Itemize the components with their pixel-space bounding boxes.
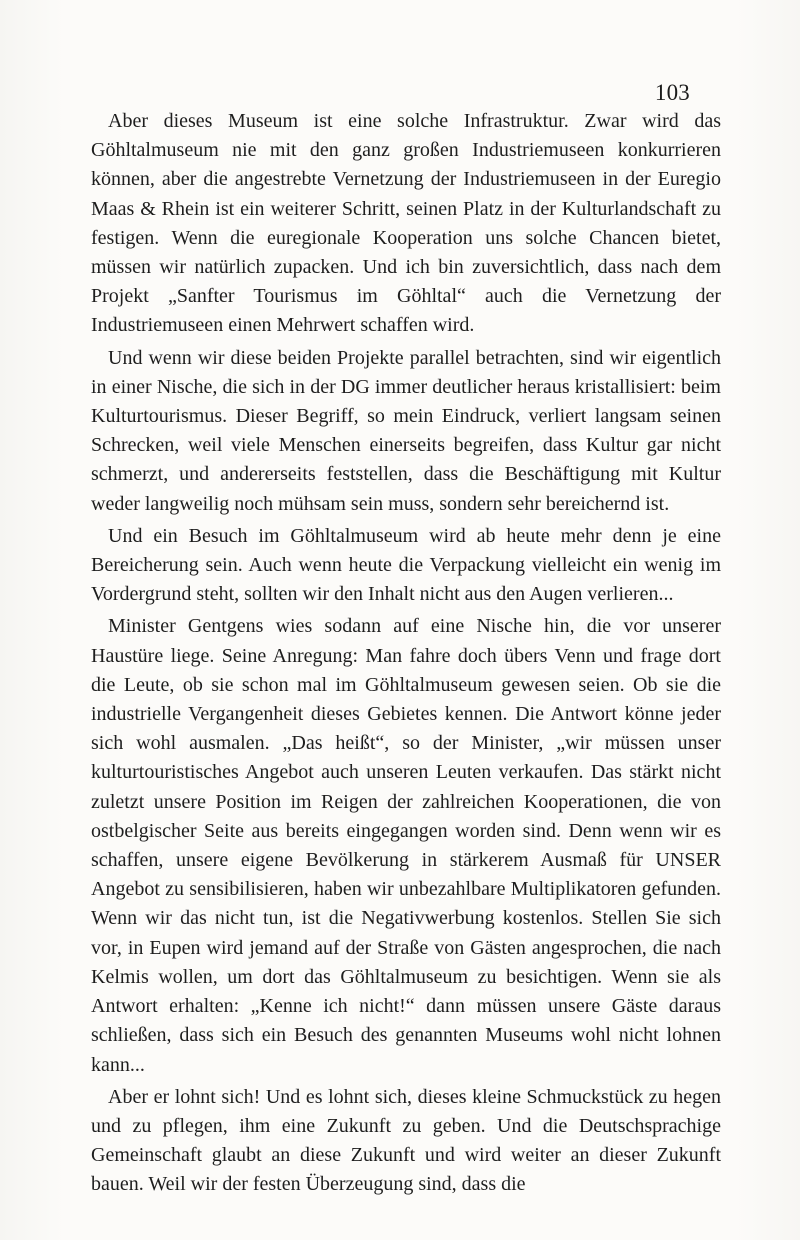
page-number: 103 [654, 80, 690, 105]
paragraph: Minister Gentgens wies sodann auf eine Nische hin, die vor unserer Haustüre liege. Seine Anregung: Man fahre doch übers Venn und frage dort die Leute, ob sie schon mal im Göhltalmuseum gewesen seien. Ob sie die industrielle Vergangenheit dieses Gebietes kennen. Die Antwort könne jeder sich wohl ausmalen. „Das heißt“, so der Minister, „wir müssen unser kulturtouristisches Angebot auch unseren Leuten verkaufen. Das stärkt nicht zuletzt unsere Position im Reigen der zahlreichen Kooperationen, die von ostbelgischer Seite aus bereits eingegangen worden sind. Denn wenn wir es schaffen, unsere eigene Bevölkerung in stärkerem Ausmaß für UNSER Angebot zu sensibilisieren, haben wir unbezahlbare Multiplikatoren gefunden. Wenn wir das nicht tun, ist die Negativwerbung kostenlos. Stellen Sie sich vor, in Eupen wird jemand auf der Straße von Gästen angesprochen, die nach Kelmis wollen, um dort das Göhltalmuseum zu besichtigen. Wenn sie als Antwort erhalten: „Kenne ich nicht!“ dann müssen unsere Gäste daraus schließen, dass sich ein Besuch des genannten Museums wohl nicht lohnen kann... [91, 615, 721, 1076]
paragraph: Aber dieses Museum ist eine solche Infrastruktur. Zwar wird das Göhltalmuseum nie mit den ganz großen Industriemuseen konkurrieren können, aber die angestrebte Vernetzung der Industriemuseen in der Euregio Maas & Rhein ist ein weiterer Schritt, seinen Platz in der Kulturlandschaft zu festigen. Wenn die euregionale Kooperation uns solche Chancen bietet, müssen wir natürlich zupacken. Und ich bin zuversichtlich, dass nach dem Projekt „Sanfter Tourismus im Göhltal“ auch die Vernetzung der Industriemuseen einen Mehrwert schaffen wird. [91, 110, 721, 337]
paragraph: Und ein Besuch im Göhltalmuseum wird ab heute mehr denn je eine Bereicherung sein. Auch wenn heute die Verpackung vielleicht ein wenig im Vordergrund steht, sollten wir den Inhalt nicht aus den Augen verlieren... [91, 524, 721, 606]
paragraph: Und wenn wir diese beiden Projekte parallel betrachten, sind wir eigentlich in einer Nische, die sich in der DG immer deutlicher heraus kristallisiert: beim Kulturtourismus. Dieser Begriff, so mein Eindruck, verliert langsam seinen Schrecken, weil viele Menschen einerseits begreifen, dass Kultur gar nicht schmerzt, und andererseits feststellen, dass die Beschäftigung mit Kultur weder langweilig noch mühsam sein muss, sondern sehr bereichernd ist. [91, 346, 721, 515]
body-text [91, 107, 721, 1200]
paragraph: Aber er lohnt sich! Und es lohnt sich, dieses kleine Schmuckstück zu hegen und zu pflegen, ihm eine Zukunft zu geben. Und die Deutschsprachige Gemeinschaft glaubt an diese Zukunft und wird weiter an dieser Zukunft bauen. Weil wir der festen Überzeugung sind, dass die [91, 1085, 721, 1196]
